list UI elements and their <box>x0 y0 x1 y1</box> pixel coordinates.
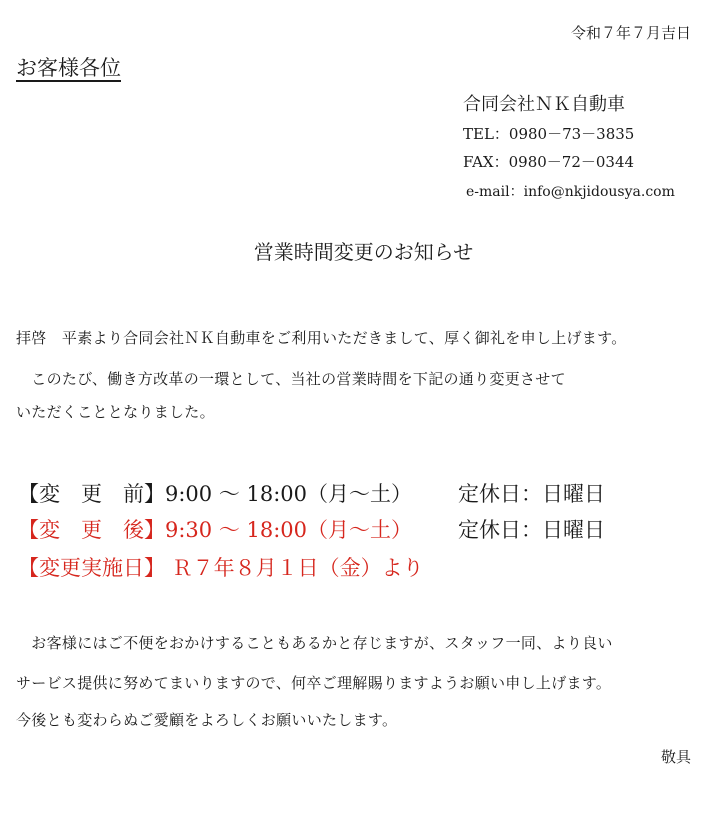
schedule-before-row <box>18 478 605 508</box>
company-tel: TEL：0980－73－3835 <box>463 125 635 143</box>
schedule-after-row <box>18 514 605 544</box>
schedule-effective-row <box>18 552 424 582</box>
closing-line-2: サービス提供に努めてまいりますので、何卒ご理解賜りますようお願い申し上げます。 <box>16 674 612 692</box>
schedule-before-holiday: 定休日：日曜日 <box>458 482 605 506</box>
sign-off: 敬具 <box>660 748 691 766</box>
closing-line-1: お客様にはご不便をおかけすることもあるかと存じますが、スタッフ一同、より良い <box>16 634 613 652</box>
notice-date: 令和７年７月吉日 <box>570 24 691 42</box>
company-email: e-mail：info@nkjidousya.com <box>466 184 675 200</box>
company-fax: FAX：0980－72－0344 <box>463 153 635 171</box>
schedule-after-hours: 9:30 ～ 18:00（月～土） <box>165 518 413 542</box>
notice-title: 営業時間変更のお知らせ <box>253 240 474 264</box>
schedule-effective-date: Ｒ７年８月１日（金）より <box>171 556 424 580</box>
schedule-before-hours: 9:00 ～ 18:00（月～土） <box>165 482 413 506</box>
closing-line-3: 今後とも変わらぬご愛顧をよろしくお願いいたします。 <box>16 711 398 729</box>
recipient-heading: お客様各位 <box>16 56 121 80</box>
schedule-effective-label: 【変更実施日】 <box>18 556 165 580</box>
schedule-after-label: 【変 更 後】 <box>18 518 165 542</box>
intro-line-2: このたび、働き方改革の一環として、当社の営業時間を下記の通り変更させて <box>16 370 566 388</box>
company-name: 合同会社ＮＫ自動車 <box>463 94 625 115</box>
intro-line-3: いただくこととなりました。 <box>16 403 215 421</box>
intro-line-1: 拝啓 平素より合同会社ＮＫ自動車をご利用いただきまして、厚く御礼を申し上げます。 <box>16 329 627 347</box>
schedule-after-holiday: 定休日：日曜日 <box>458 518 605 542</box>
schedule-before-label: 【変 更 前】 <box>18 482 165 506</box>
